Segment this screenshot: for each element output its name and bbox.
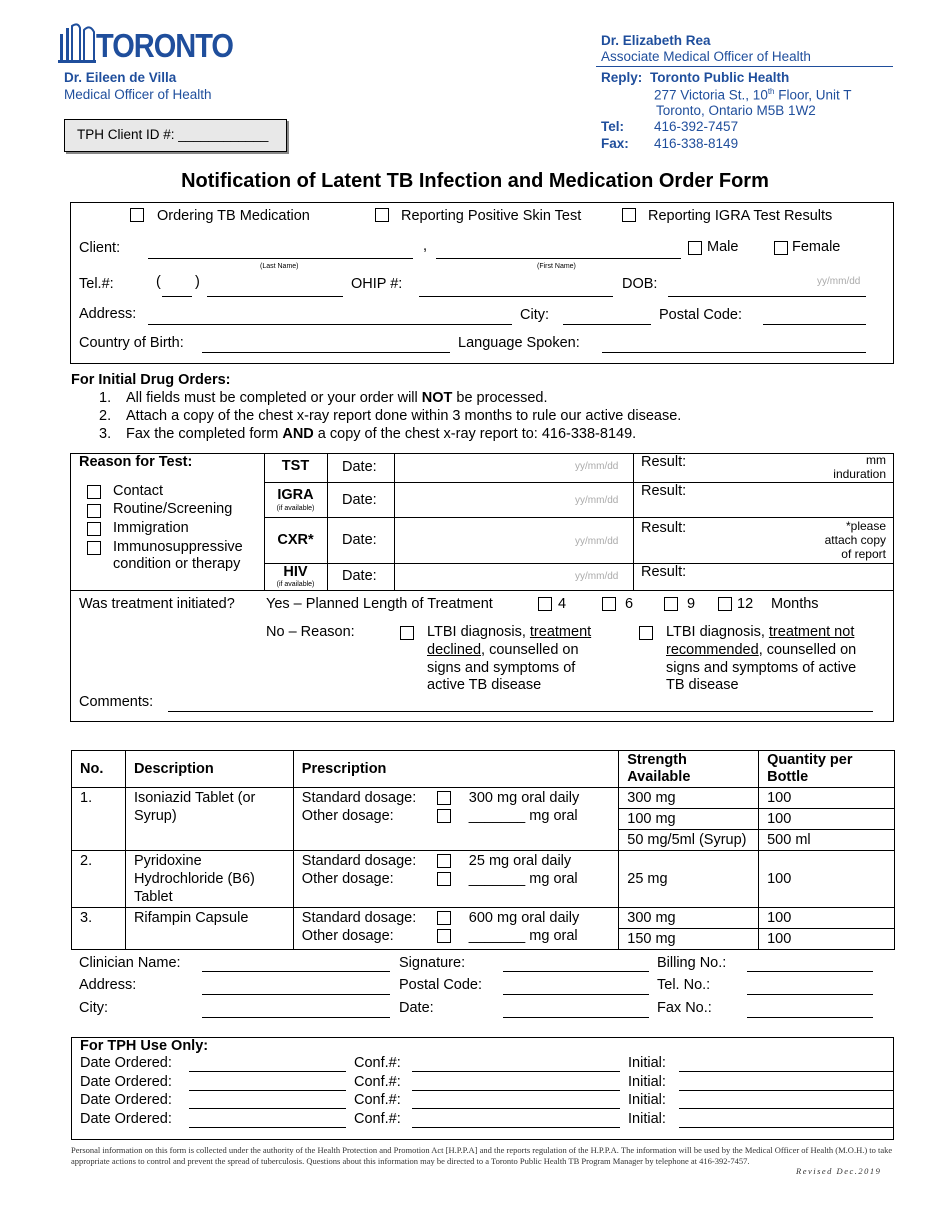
logo-wordmark: TORONTO	[96, 28, 233, 65]
row3-description: Rifampin Capsule	[125, 908, 293, 950]
row2-standard-dose: 25 mg oral daily	[468, 853, 572, 869]
hiv-date-field[interactable]: yy/mm/dd	[575, 571, 619, 582]
instruction-3	[126, 426, 636, 442]
instruction-3-bold: AND	[282, 426, 314, 442]
initial-label-1: Initial:	[628, 1055, 666, 1071]
header-description: Description	[125, 751, 293, 788]
ordering-medication-checkbox[interactable]	[130, 208, 144, 222]
date-ordered-field-2[interactable]	[189, 1090, 346, 1091]
tel-label: Tel:	[601, 119, 624, 134]
row1-mg-oral: mg oral	[529, 808, 578, 824]
clinician-tel-field[interactable]	[747, 994, 873, 995]
header-prescription: Prescription	[293, 751, 618, 788]
row2-other-checkbox[interactable]	[437, 872, 451, 886]
instruction-2-number: 2.	[99, 408, 112, 424]
client-id-label: TPH Client ID #: ____________	[77, 127, 269, 142]
notrec-line-4: TB disease	[666, 677, 739, 694]
tests-row2	[264, 517, 894, 518]
months-12-checkbox[interactable]	[718, 597, 732, 611]
tst-date-label: Date:	[342, 459, 377, 475]
area-code-close: )	[195, 274, 200, 290]
months-6-checkbox[interactable]	[602, 597, 616, 611]
row1-strength-2: 100 mg	[619, 809, 759, 830]
male-label: Male	[707, 239, 739, 255]
row2-standard-label: Standard dosage:	[301, 853, 417, 869]
hiv-label: HIV	[283, 564, 308, 580]
ordering-medication-label: Ordering TB Medication	[157, 208, 310, 224]
row2-prescription	[293, 851, 618, 908]
months-4-label: 4	[558, 596, 567, 612]
postal-code-label: Postal Code:	[659, 307, 743, 323]
clinician-name-field[interactable]	[202, 971, 390, 972]
instruction-3-number: 3.	[99, 426, 112, 442]
revised-date: Revised Dec.2019	[796, 1166, 882, 1176]
clinician-address-field[interactable]	[202, 994, 390, 995]
date-ordered-label-3: Date Ordered:	[80, 1092, 172, 1108]
initial-field-2[interactable]	[679, 1090, 893, 1091]
instruction-3-post: a copy of the chest x-ray report to: 416-338-8149.	[313, 426, 637, 442]
reason-routine-checkbox[interactable]	[87, 504, 101, 518]
tst-result-unit-2: induration	[833, 467, 886, 481]
reason-contact-checkbox[interactable]	[87, 485, 101, 499]
tph-client-id-box[interactable]	[64, 119, 287, 152]
reply-label: Reply:	[601, 70, 643, 85]
reason-immunosuppressive-label-2: condition or therapy	[113, 556, 241, 572]
dob-field[interactable]	[668, 296, 866, 297]
date-ordered-field-1[interactable]	[189, 1071, 346, 1072]
reason-contact-label: Contact	[113, 483, 163, 499]
row2-quantity: 100	[759, 851, 895, 908]
language-spoken-field[interactable]	[602, 352, 866, 353]
cxr-note-3: of report	[841, 547, 886, 561]
country-of-birth-label: Country of Birth:	[79, 335, 184, 351]
reason-immunosuppressive-label: Immunosuppressive	[113, 539, 243, 555]
fax-label: Fax:	[601, 136, 629, 151]
clinician-date-field[interactable]	[503, 1017, 649, 1018]
clinician-date-label: Date:	[399, 1000, 434, 1016]
initial-label-3: Initial:	[628, 1092, 666, 1108]
header-divider	[596, 66, 893, 67]
treatment-no-label: No – Reason:	[266, 624, 355, 640]
row1-other-label: Other dosage:	[301, 808, 394, 824]
cxr-note-1: *please	[845, 519, 886, 533]
declined-post: , counselled on	[481, 641, 579, 658]
last-name-field[interactable]	[148, 258, 413, 259]
clinician-fax-field[interactable]	[747, 1017, 873, 1018]
instruction-1	[126, 390, 548, 406]
row1-no: 1.	[72, 788, 126, 851]
ohip-field[interactable]	[419, 296, 613, 297]
header-strength: Strength Available	[619, 751, 759, 788]
positive-skin-test-label: Reporting Positive Skin Test	[401, 208, 582, 224]
row1-standard-checkbox[interactable]	[437, 791, 451, 805]
row3-standard-label: Standard dosage:	[301, 910, 417, 926]
months-9-checkbox[interactable]	[664, 597, 678, 611]
igra-results-label: Reporting IGRA Test Results	[648, 208, 833, 224]
treatment-not-recommended-checkbox[interactable]	[639, 626, 653, 640]
tel-field-label: Tel.#:	[79, 276, 114, 292]
initial-field-4[interactable]	[679, 1127, 893, 1128]
row1-prescription	[293, 788, 618, 851]
notrec-underline-2: recommended	[666, 641, 759, 658]
igra-label: IGRA	[277, 487, 314, 503]
city-field[interactable]	[563, 324, 651, 325]
treatment-not-recommended-text	[666, 624, 856, 695]
male-checkbox[interactable]	[688, 241, 702, 255]
reason-immigration-checkbox[interactable]	[87, 522, 101, 536]
row3-strength-2: 150 mg	[619, 929, 759, 950]
conf-label-3: Conf.#:	[354, 1092, 401, 1108]
row2-other-blank[interactable]: _______	[468, 871, 526, 887]
row2-mg-oral: mg oral	[529, 871, 578, 887]
address-line1-post: Floor, Unit T	[774, 87, 852, 103]
instruction-1-bold: NOT	[421, 390, 453, 406]
row3-quantity-2: 100	[759, 929, 895, 950]
igra-results-checkbox[interactable]	[622, 208, 636, 222]
notrec-post: , counselled on	[758, 641, 857, 658]
privacy-footer: Personal information on this form is collected under the authority of the Health Protection and Promotion Act [H.P.P.A] and the reports regulation of the H.P.P.A. The information will be used by the Medical Officer of Health (M.O.H.) to take appropriate actions to control and prevent the spread of tuberculosis. Questions about this information may be directed to a Toronto Public Health TB Program Manager by telephone at 416-392-7457.	[71, 1145, 893, 1166]
igra-date-label: Date:	[342, 492, 377, 508]
row1-quantity-2: 100	[759, 809, 895, 830]
row1-other-dose	[469, 807, 578, 825]
cxr-note-2: attach copy	[824, 533, 886, 547]
form-title: Notification of Latent TB Infection and Medication Order Form	[181, 170, 769, 192]
dob-label: DOB:	[622, 276, 658, 292]
tests-col3	[394, 453, 395, 590]
country-of-birth-field[interactable]	[202, 352, 450, 353]
instruction-2: Attach a copy of the chest x-ray report done within 3 months to rule our active disease.	[126, 408, 682, 424]
positive-skin-test-checkbox[interactable]	[375, 208, 389, 222]
initial-field-1[interactable]	[679, 1071, 893, 1072]
conf-field-3[interactable]	[412, 1108, 620, 1109]
declined-underline-2: declined	[427, 641, 482, 658]
city-label: City:	[520, 307, 549, 323]
row3-other-label: Other dosage:	[301, 928, 394, 944]
igra-if-available: (if available)	[276, 505, 315, 512]
row3-no: 3.	[72, 908, 126, 950]
tests-row3	[264, 563, 894, 564]
treatment-declined-checkbox[interactable]	[400, 626, 414, 640]
tests-row1	[264, 482, 894, 483]
postal-code-field[interactable]	[763, 324, 866, 325]
address-line1-pre: 277 Victoria St., 10	[654, 87, 768, 103]
instruction-1-post: be processed.	[452, 390, 548, 406]
row3-strength-1: 300 mg	[619, 908, 759, 929]
area-code-field[interactable]	[162, 296, 192, 297]
clinician-fax-label: Fax No.:	[657, 1000, 712, 1016]
row3-prescription	[293, 908, 618, 950]
row3-quantity-1: 100	[759, 908, 895, 929]
billing-field[interactable]	[747, 971, 873, 972]
initial-field-3[interactable]	[679, 1108, 893, 1109]
clinician-city-label: City:	[79, 1000, 108, 1016]
conf-field-1[interactable]	[412, 1071, 620, 1072]
instruction-3-pre: Fax the completed form	[126, 426, 283, 442]
date-ordered-label-1: Date Ordered:	[80, 1055, 172, 1071]
row3-mg-oral: mg oral	[529, 928, 578, 944]
months-4-checkbox[interactable]	[538, 597, 552, 611]
months-6-label: 6	[625, 596, 634, 612]
date-ordered-field-4[interactable]	[189, 1127, 346, 1128]
row2-description: Pyridoxine Hydrochloride (B6) Tablet	[125, 851, 293, 908]
city-hall-icon	[58, 20, 98, 64]
address-label: Address:	[79, 306, 137, 322]
fax-value: 416-338-8149	[654, 136, 739, 151]
row3-other-dose	[469, 927, 578, 945]
notrec-underline-1: treatment not	[768, 624, 855, 640]
notrec-pre: LTBI diagnosis,	[666, 624, 769, 640]
first-name-field[interactable]	[436, 258, 681, 259]
date-ordered-label-4: Date Ordered:	[80, 1111, 172, 1127]
tst-result-label: Result:	[641, 454, 687, 470]
tst-date-field[interactable]: yy/mm/dd	[575, 461, 619, 472]
row3-other-blank[interactable]: _______	[468, 928, 526, 944]
billing-label: Billing No.:	[657, 955, 727, 971]
tel-value: 416-392-7457	[654, 119, 739, 134]
instruction-1-number: 1.	[99, 390, 112, 406]
treatment-question: Was treatment initiated?	[79, 596, 235, 612]
row1-strength-1: 300 mg	[619, 788, 759, 809]
table-row	[72, 851, 895, 908]
row1-description: Isoniazid Tablet (or Syrup)	[125, 788, 293, 851]
treatment-yes-label: Yes – Planned Length of Treatment	[266, 596, 493, 612]
treatment-declined-text	[427, 624, 591, 695]
tst-result-unit: mm	[866, 453, 886, 467]
dob-hint: yy/mm/dd	[817, 276, 861, 287]
row1-other-checkbox[interactable]	[437, 809, 451, 823]
date-ordered-label-2: Date Ordered:	[80, 1074, 172, 1090]
clinician-postal-field[interactable]	[503, 994, 649, 995]
table-row	[72, 788, 895, 809]
clinician-tel-label: Tel. No.:	[657, 977, 711, 993]
tph-use-heading: For TPH Use Only:	[80, 1038, 209, 1054]
table-row	[72, 908, 895, 929]
reply-org: Toronto Public Health	[650, 70, 790, 85]
medication-header-row	[72, 751, 895, 788]
row1-quantity-3: 500 ml	[759, 830, 895, 851]
language-spoken-label: Language Spoken:	[458, 335, 580, 351]
toronto-logo	[58, 20, 233, 65]
moh-name: Dr. Eileen de Villa	[64, 70, 177, 85]
hiv-if-available: (if available)	[276, 581, 315, 588]
header-quantity: Quantity per Bottle	[759, 751, 895, 788]
notrec-line-3: signs and symptoms of active	[666, 659, 857, 676]
row1-other-blank[interactable]: _______	[468, 808, 526, 824]
igra-result-label: Result:	[641, 483, 687, 499]
reason-immunosuppressive-checkbox[interactable]	[87, 541, 101, 555]
months-9-label: 9	[687, 596, 696, 612]
phone-number-field[interactable]	[207, 296, 343, 297]
declined-line-4: active TB disease	[427, 677, 542, 694]
declined-line-3: signs and symptoms of	[427, 659, 576, 676]
moh-title: Medical Officer of Health	[64, 87, 212, 102]
medication-table	[71, 750, 895, 950]
tst-label: TST	[281, 458, 310, 474]
conf-label-2: Conf.#:	[354, 1074, 401, 1090]
declined-pre: LTBI diagnosis,	[427, 624, 530, 640]
address-field[interactable]	[148, 324, 512, 325]
comments-label: Comments:	[79, 694, 154, 710]
conf-label-4: Conf.#:	[354, 1111, 401, 1127]
last-name-hint: (Last Name)	[260, 263, 299, 270]
first-name-hint: (First Name)	[537, 263, 576, 270]
signature-field[interactable]	[503, 971, 649, 972]
date-ordered-field-3[interactable]	[189, 1108, 346, 1109]
initial-orders-heading: For Initial Drug Orders:	[71, 372, 231, 388]
hiv-result-label: Result:	[641, 564, 687, 580]
row2-strength: 25 mg	[619, 851, 759, 908]
header-no: No.	[72, 751, 126, 788]
tests-bottom-rule	[70, 590, 894, 591]
row3-standard-checkbox[interactable]	[437, 911, 451, 925]
reply-address-line2: Toronto, Ontario M5B 1W2	[656, 103, 816, 118]
row2-other-dose	[469, 870, 578, 888]
months-label: Months	[771, 596, 819, 612]
cxr-label: CXR*	[277, 532, 314, 548]
row1-quantity-1: 100	[759, 788, 895, 809]
clinician-city-field[interactable]	[202, 1017, 390, 1018]
female-label: Female	[792, 239, 841, 255]
cxr-date-field[interactable]: yy/mm/dd	[575, 536, 619, 547]
row2-other-label: Other dosage:	[301, 871, 394, 887]
cxr-result-label: Result:	[641, 520, 687, 536]
address-line1-sup: th	[767, 87, 775, 96]
instruction-1-pre: All fields must be completed or your order will	[126, 390, 422, 406]
client-label: Client:	[79, 240, 121, 256]
months-12-label: 12	[737, 596, 754, 612]
row2-no: 2.	[72, 851, 126, 908]
row2-standard-checkbox[interactable]	[437, 854, 451, 868]
ohip-label: OHIP #:	[351, 276, 403, 292]
reply-address-line1	[654, 87, 852, 103]
reason-for-test-heading: Reason for Test:	[79, 454, 193, 470]
declined-underline-1: treatment	[529, 624, 592, 640]
row3-other-checkbox[interactable]	[437, 929, 451, 943]
assoc-moh-name: Dr. Elizabeth Rea	[601, 33, 711, 48]
clinician-name-label: Clinician Name:	[79, 955, 181, 971]
area-code-open: (	[156, 274, 161, 290]
cxr-date-label: Date:	[342, 532, 377, 548]
row1-standard-dose: 300 mg oral daily	[468, 790, 580, 806]
row3-standard-dose: 600 mg oral daily	[468, 910, 580, 926]
tests-col2	[327, 453, 328, 590]
conf-label-1: Conf.#:	[354, 1055, 401, 1071]
hiv-date-label: Date:	[342, 568, 377, 584]
signature-label: Signature:	[399, 955, 466, 971]
comments-field[interactable]	[168, 711, 873, 712]
initial-label-4: Initial:	[628, 1111, 666, 1127]
clinician-postal-label: Postal Code:	[399, 977, 483, 993]
reason-routine-label: Routine/Screening	[113, 501, 233, 517]
igra-date-field[interactable]: yy/mm/dd	[575, 495, 619, 506]
female-checkbox[interactable]	[774, 241, 788, 255]
assoc-moh-title: Associate Medical Officer of Health	[601, 49, 811, 64]
clinician-address-label: Address:	[79, 977, 137, 993]
conf-field-4[interactable]	[412, 1127, 620, 1128]
conf-field-2[interactable]	[412, 1090, 620, 1091]
reason-immigration-label: Immigration	[113, 520, 189, 536]
row1-standard-label: Standard dosage:	[301, 790, 417, 806]
initial-label-2: Initial:	[628, 1074, 666, 1090]
name-comma: ,	[423, 238, 428, 254]
row1-strength-3: 50 mg/5ml (Syrup)	[619, 830, 759, 851]
tests-col4	[633, 453, 634, 590]
